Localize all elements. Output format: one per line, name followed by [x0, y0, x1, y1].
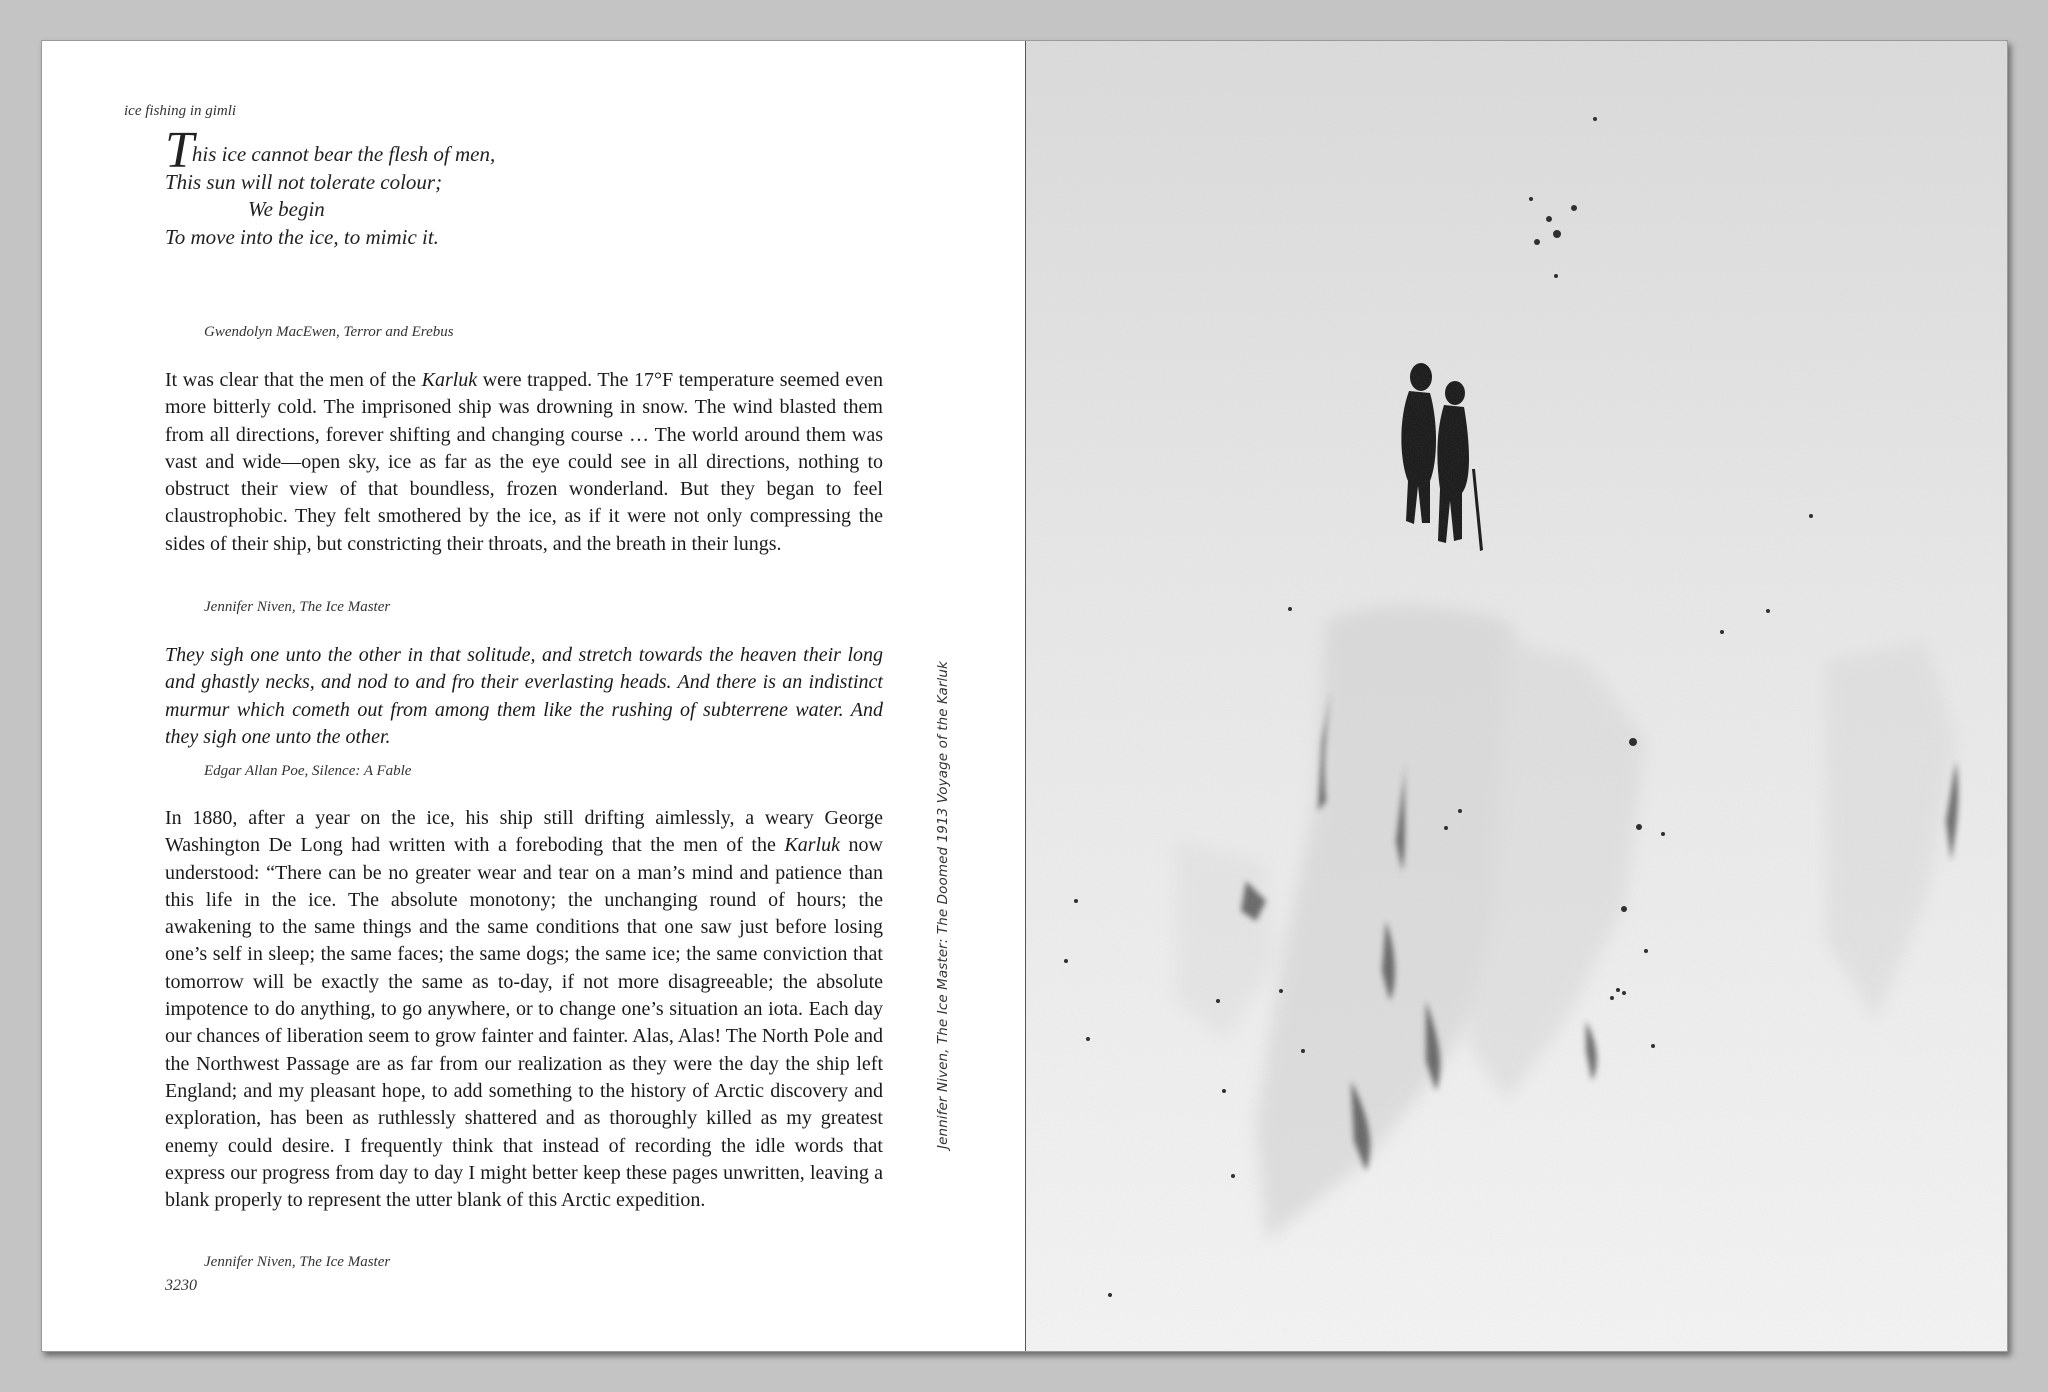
right-page	[1026, 41, 2007, 1351]
passage-de-long: In 1880, after a year on the ice, his ship still drifting aimlessly, a weary George Washington De Long had written with a foreboding that the men of the Karluk now understood: “There can be no greater wear and tear on a man’s mind and patience than this life in the ice. The absolute monotony; the unchanging round of hours; the awakening to the same things and the same conditions that one saw just before losing one’s self in sleep; the same faces; the same dogs; the same ice; the same conviction that tomorrow will be exactly the same as to-day, if not more disagreeable; the absolute impotence to do anything, to go anywhere, or to change one’s situation an iota. Each day our chances of liberation seem to grow fainter and fainter. Alas, Alas! The North Pole and the Northwest Passage are as far from our realization as they were the day the ship left England; and my pleasant hope, to add something to the history of Arctic discovery and exploration, has been as ruthlessly shattered and as thoroughly killed as my greatest enemy could desire. I frequently think that instead of recording the idle words that express our progress from day to day I might better keep these pages unwritten, leaving a blank properly to represent the utter blank of this Arctic expedition.	[165, 807, 883, 1212]
poem-line-1: This ice cannot bear the flesh of men,	[165, 122, 496, 179]
photo-caption: Jennifer Niven, The Ice Master: The Doomed 1913 Voyage of the Karluk	[935, 661, 951, 1149]
film-grain	[1026, 41, 2007, 1351]
ice-photograph	[1026, 41, 2007, 1351]
epigraph-poem	[165, 122, 883, 251]
book-spread	[41, 40, 2008, 1352]
poem-line-3: We begin	[248, 197, 325, 221]
epigraph-attribution: Gwendolyn MacEwen, Terror and Erebus	[204, 324, 454, 340]
running-head: ice fishing in gimli	[124, 103, 237, 119]
passage-1-attribution: Jennifer Niven, The Ice Master	[204, 599, 391, 615]
poem-line-2: This sun will not tolerate colour;	[165, 169, 443, 194]
left-page	[42, 41, 1025, 1351]
passage-3-attribution: Jennifer Niven, The Ice Master	[204, 1254, 391, 1270]
passage-poe-quote: They sigh one unto the other in that solitude, and stretch towards the heaven their long and ghastly necks, and nod to and fro their everlasting heads. And there is an indistinct murmur which cometh out from among them like the rushing of subterrene water. And they sigh one unto the other.	[165, 644, 883, 748]
poem-line-4: To move into the ice, to mimic it.	[165, 224, 439, 249]
drop-cap: T	[165, 122, 194, 179]
page-number: 3230	[165, 1277, 197, 1294]
passage-2-attribution: Edgar Allan Poe, Silence: A Fable	[204, 763, 412, 779]
passage-karluk-trapped: It was clear that the men of the Karluk were trapped. The 17°F temperature seemed even more bitterly cold. The imprisoned ship was drowning in snow. The wind blasted them from all directions, forever shifting and changing course … The world around them was vast and wide—open sky, ice as far as the eye could see in all directions, nothing to obstruct their view of that boundless, frozen wonderland. But they began to feel claustrophobic. They felt smothered by the ice, as if it were not only compressing the sides of their ship, but constricting their throats, and the breath in their lungs.	[165, 369, 883, 555]
